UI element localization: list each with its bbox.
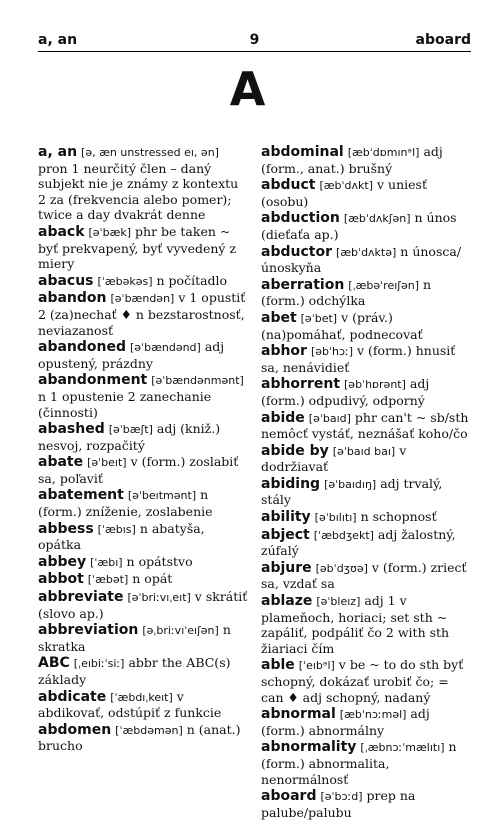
- entry-pronunciation: [əˈbriːvıˌeıt]: [127, 591, 191, 605]
- entry-pronunciation: [ə, æn unstressed eı, ən]: [81, 146, 219, 159]
- entry-definition: v dodržiavať: [261, 442, 407, 475]
- entry-definition: n počítadlo: [156, 272, 228, 288]
- entry-definition: v uniesť (osobu): [261, 177, 427, 209]
- dictionary-entry: [261, 210, 473, 242]
- header-rule: [38, 51, 471, 52]
- header-last-word: aboard: [415, 32, 471, 48]
- entry-definition: n 1 opustenie 2 zanechanie (činnosti): [38, 388, 212, 420]
- entry-definition: v (form.) zoslabiť sa, poľaviť: [38, 454, 239, 486]
- entry-pronunciation: [əˈbæk]: [88, 225, 132, 239]
- entry-definition: prep na palube/palubu: [261, 788, 416, 820]
- entry-headword: abashed: [38, 421, 105, 438]
- entry-headword: abbreviate: [38, 589, 124, 606]
- dictionary-entry: [38, 655, 250, 687]
- entry-headword: abdicate: [38, 688, 107, 705]
- right-column: [261, 144, 473, 821]
- entry-pronunciation: [æbˈdɒmınᵊl]: [347, 146, 420, 159]
- entry-headword: abnormality: [261, 739, 357, 756]
- entry-pronunciation: [ˌæbnɔːˈmælıtı]: [360, 741, 445, 755]
- entry-pronunciation: [əˈbændən]: [110, 292, 175, 306]
- page-number: 9: [249, 32, 260, 48]
- dictionary-entry: [261, 706, 473, 738]
- entry-pronunciation: [əbˈhɒrənt]: [344, 378, 406, 392]
- entry-headword: abiding: [261, 475, 321, 492]
- entry-headword: abet: [261, 309, 297, 326]
- entry-pronunciation: [əˈbeıt]: [87, 456, 127, 470]
- entry-headword: abandonment: [38, 372, 148, 389]
- entry-pronunciation: [æbˈdʌkt]: [319, 179, 374, 193]
- entry-pronunciation: [ˈæbdʒekt]: [313, 528, 374, 542]
- entry-headword: abbreviation: [38, 622, 139, 639]
- dictionary-entry: [261, 343, 473, 375]
- entry-headword: abductor: [261, 243, 332, 260]
- entry-pronunciation: [əbˈhɔː]: [310, 345, 354, 359]
- dictionary-entry: [261, 177, 473, 209]
- entry-definition: v 1 opustiť 2 (za)nechať ♦ n bezstarostnosť, neviazanosť: [38, 290, 246, 338]
- dictionary-entry: [261, 310, 473, 342]
- section-letter: A: [229, 62, 266, 116]
- entry-headword: a, an: [38, 144, 78, 160]
- entry-headword: aboard: [261, 788, 317, 805]
- entry-headword: abbot: [38, 571, 84, 588]
- entry-headword: abbess: [38, 520, 94, 537]
- entry-definition: v (práv.) (na)pomáhať, podnecovať: [261, 309, 423, 342]
- dictionary-entry: [38, 622, 250, 654]
- dictionary-entry: [261, 277, 473, 309]
- dictionary-entry: [261, 788, 473, 820]
- dictionary-entry: [38, 421, 250, 453]
- entry-pronunciation: [ˈæbdıˌkeıt]: [110, 690, 173, 704]
- entry-headword: ability: [261, 509, 311, 526]
- entry-pronunciation: [əˌbriːvıˈeıʃən]: [142, 624, 219, 638]
- entry-definition: v be ~ to do sth byť schopný, dokázať urobiť čo; = can ♦ adj schopný, nadaný: [261, 657, 464, 705]
- entry-headword: abide: [261, 409, 305, 426]
- entry-pronunciation: [əˈbaıd baı]: [332, 444, 396, 458]
- entry-pronunciation: [ˈæbət]: [87, 573, 129, 587]
- dictionary-entry: [38, 339, 250, 371]
- entry-definition: adj opustený, prázdny: [38, 339, 225, 371]
- entry-headword: ablaze: [261, 593, 313, 610]
- dictionary-entry: [261, 657, 473, 705]
- entry-headword: abatement: [38, 487, 124, 504]
- entry-pronunciation: [əˈbılıtı]: [314, 511, 357, 525]
- entry-headword: abacus: [38, 272, 94, 289]
- entry-pronunciation: [ˈæbı]: [90, 555, 123, 569]
- entry-pronunciation: [əˈbaıdıŋ]: [324, 477, 377, 491]
- entry-definition: n opátstvo: [126, 553, 193, 569]
- dictionary-entry: [261, 560, 473, 592]
- entry-headword: abdominal: [261, 144, 344, 160]
- entry-headword: abide by: [261, 442, 329, 459]
- entry-definition: n abatyša, opátka: [38, 520, 205, 553]
- entry-definition: n únosca/únoskyňa: [261, 243, 462, 276]
- page-header: [38, 30, 471, 52]
- entry-definition: n schopnosť: [360, 509, 437, 525]
- entry-definition: pron 1 neurčitý člen – daný subjekt nie je známy z kontextu 2 za (frekvencia alebo pomer); twice a day dvakrát denne: [38, 160, 239, 223]
- entry-definition: adj 1 v plameňoch, horiaci; set sth ~ zapáliť, podpáliť čo 2 with sth žiariaci čím: [261, 593, 450, 656]
- entry-pronunciation: [æbˈdʌktə]: [335, 245, 397, 259]
- entry-definition: phr be taken ~ byť prekvapený, byť vyvedený z miery: [38, 223, 237, 272]
- entry-headword: abject: [261, 526, 310, 543]
- entry-pronunciation: [əˈbeıtmənt]: [127, 489, 197, 503]
- dictionary-entry: [38, 290, 250, 338]
- entry-definition: v (form.) hnusiť sa, nenávidieť: [261, 343, 456, 375]
- dictionary-entry: [261, 509, 473, 526]
- entry-definition: n (anat.) brucho: [38, 721, 241, 754]
- dictionary-entry: [38, 454, 250, 486]
- dictionary-entry: [261, 144, 473, 176]
- entry-pronunciation: [əˈbaıd]: [308, 411, 351, 425]
- dictionary-entry: [38, 521, 250, 553]
- entry-headword: abhorrent: [261, 376, 341, 393]
- dictionary-entry: [38, 487, 250, 519]
- entry-headword: abandon: [38, 290, 107, 307]
- entry-headword: abhor: [261, 343, 307, 360]
- entry-pronunciation: [əˈbæʃt]: [108, 423, 153, 437]
- entry-definition: adj trvalý, stály: [261, 475, 443, 508]
- entry-definition: v skrátiť (slovo ap.): [38, 589, 248, 621]
- dictionary-entry: [38, 689, 250, 721]
- entry-headword: abduct: [261, 177, 316, 194]
- entry-pronunciation: [æbˈnɔːməl]: [339, 708, 407, 722]
- entry-pronunciation: [ˈeıbᵊl]: [298, 659, 335, 673]
- entry-definition: n (form.) abnormalita, nenormálnosť: [261, 739, 457, 787]
- entry-headword: able: [261, 657, 295, 674]
- entry-definition: phr can't ~ sb/sth nemôcť vystáť, neznášať koho/čo: [261, 409, 469, 442]
- entry-definition: n (form.) zníženie, zoslabenie: [38, 487, 213, 520]
- entry-headword: abdomen: [38, 721, 112, 738]
- entry-pronunciation: [ˈæbdəmən]: [115, 723, 183, 737]
- entry-pronunciation: [əˈbændənmənt]: [151, 374, 244, 388]
- entry-definition: adj (form.) abnormálny: [261, 706, 430, 738]
- dictionary-entry: [261, 244, 473, 276]
- dictionary-entry: [261, 527, 473, 559]
- entry-pronunciation: [əˈbændənd]: [130, 341, 201, 355]
- entry-pronunciation: [əˈbɔːd]: [320, 790, 363, 804]
- entry-pronunciation: [əˈbet]: [300, 311, 338, 325]
- dictionary-entry: [38, 144, 250, 223]
- entry-headword: abnormal: [261, 706, 336, 723]
- dictionary-entry: [261, 476, 473, 508]
- entry-pronunciation: [ˈæbıs]: [97, 522, 136, 536]
- entry-headword: abbey: [38, 553, 87, 570]
- dictionary-entry: [38, 571, 250, 588]
- entry-headword: abduction: [261, 210, 340, 227]
- entry-headword: ABC: [38, 655, 70, 672]
- dictionary-entry: [38, 372, 250, 420]
- entry-headword: aback: [38, 223, 85, 240]
- entry-headword: abandoned: [38, 339, 127, 356]
- entry-definition: adj (form., anat.) brušný: [261, 144, 443, 176]
- entry-definition: n opát: [132, 571, 173, 587]
- entry-definition: adj žalostný, zúfalý: [261, 526, 456, 559]
- dictionary-entry: [38, 589, 250, 621]
- entry-headword: abate: [38, 454, 84, 471]
- entry-pronunciation: [ˌæbəˈreıʃən]: [348, 278, 420, 292]
- entry-headword: aberration: [261, 276, 345, 293]
- dictionary-entry: [38, 224, 250, 272]
- entry-headword: abjure: [261, 559, 312, 576]
- entry-definition: v abdikovať, odstúpiť z funkcie: [38, 688, 222, 721]
- entry-definition: n únos (dieťaťa ap.): [261, 210, 457, 242]
- entry-definition: v (form.) zrieсť sa, vzdať sa: [261, 559, 467, 592]
- dictionary-entry: [261, 739, 473, 787]
- dictionary-entry: [261, 443, 473, 475]
- dictionary-entry: [38, 273, 250, 290]
- entry-definition: adj (kniž.) nesvoj, rozpačitý: [38, 421, 221, 453]
- dictionary-entry: [261, 410, 473, 442]
- entry-definition: n skratka: [38, 622, 231, 654]
- dictionary-entry: [261, 376, 473, 408]
- header-first-word: a, an: [38, 32, 78, 48]
- entry-pronunciation: [ˌeıbiːˈsiː]: [73, 657, 125, 671]
- entry-pronunciation: [æbˈdʌkʃən]: [343, 212, 411, 226]
- entry-definition: adj (form.) odpudivý, odporný: [261, 376, 430, 408]
- left-column: [38, 144, 250, 755]
- entry-definition: n (form.) odchýlka: [261, 276, 432, 309]
- dictionary-entry: [38, 722, 250, 754]
- entry-pronunciation: [əbˈdʒʊə]: [315, 561, 368, 575]
- entry-definition: abbr the ABC(s) základy: [38, 655, 231, 687]
- dictionary-entry: [38, 554, 250, 571]
- entry-pronunciation: [ˈæbəkəs]: [97, 274, 153, 288]
- dictionary-entry: [261, 593, 473, 656]
- entry-pronunciation: [əˈbleız]: [316, 595, 361, 609]
